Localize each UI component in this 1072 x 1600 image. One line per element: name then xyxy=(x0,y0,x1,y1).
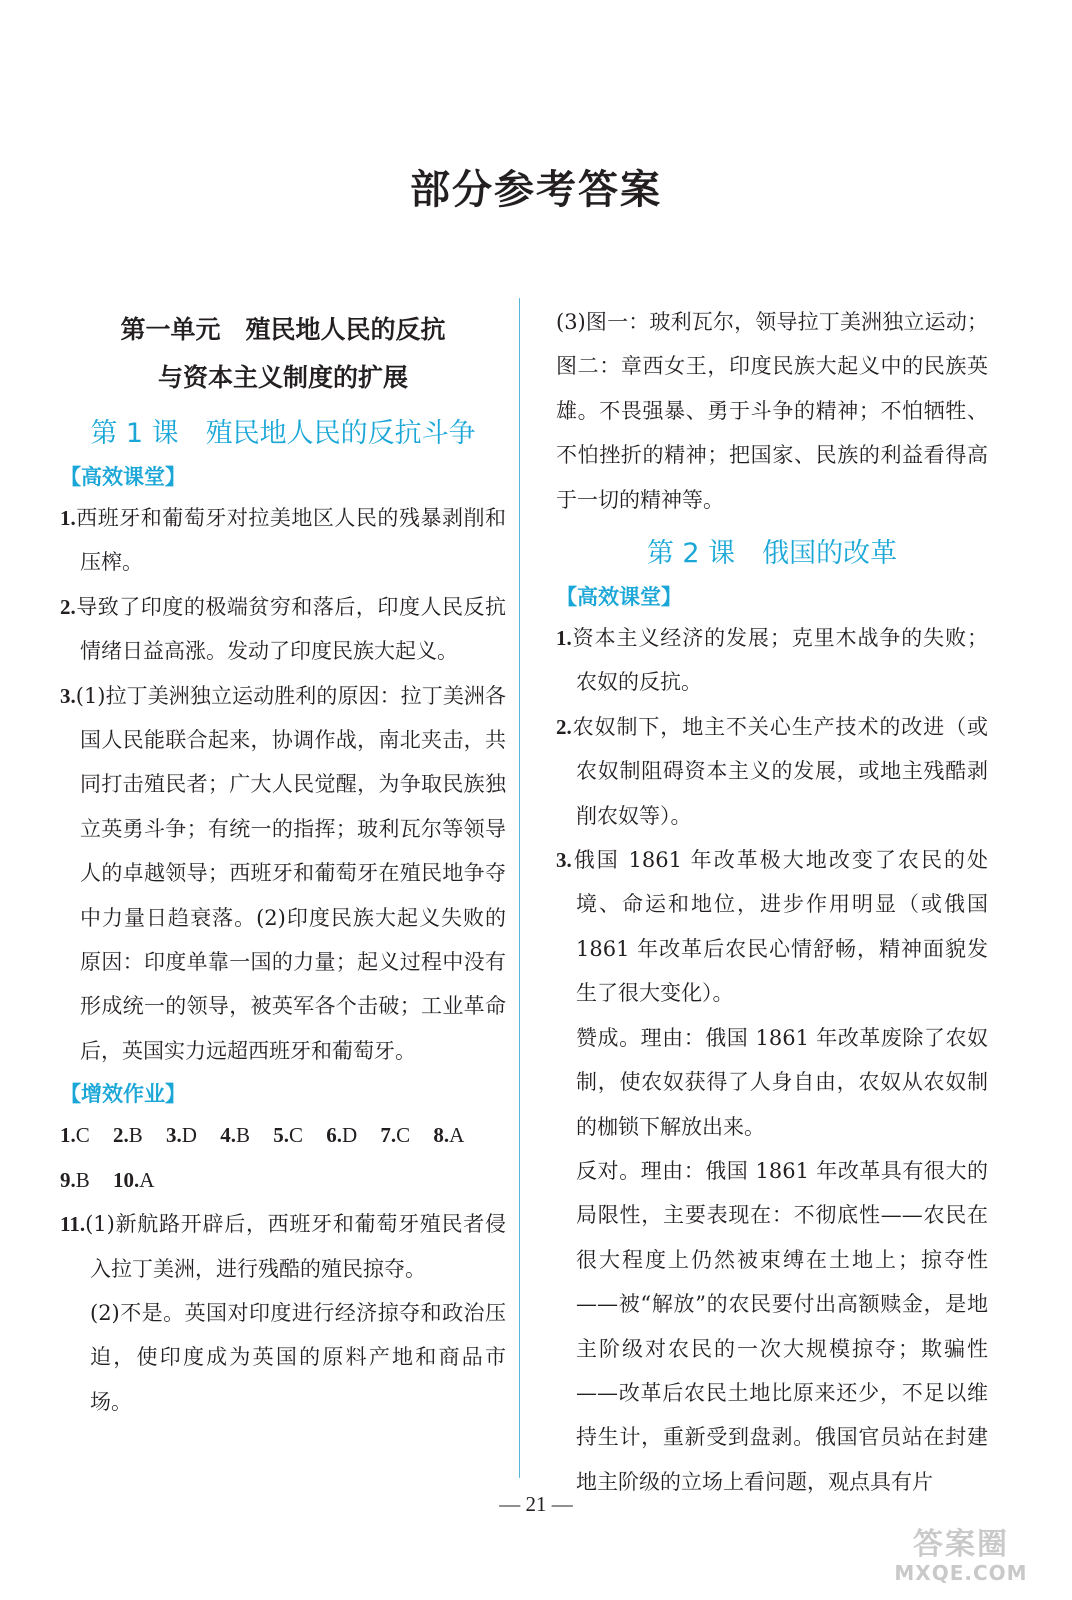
mc-number: 2. xyxy=(113,1123,129,1148)
mc-letter: B xyxy=(128,1123,143,1148)
answer-3 xyxy=(556,838,988,1016)
page-number: — 21 — xyxy=(499,1492,573,1516)
mc-letter: D xyxy=(181,1123,197,1148)
mc-answer xyxy=(326,1113,357,1157)
answer-2 xyxy=(60,585,506,674)
left-column xyxy=(60,300,506,1424)
mc-number: 5. xyxy=(273,1123,289,1148)
answer-text: 俄国 1861 年改革极大地改变了农民的处境、命运和地位，进步作用明显（或俄国 1861 年改革后农民心情舒畅，精神面貌发生了很大变化）。 xyxy=(571,848,988,1006)
mc-answer xyxy=(433,1113,464,1157)
mc-number: 6. xyxy=(326,1123,342,1148)
section-label-homework: 【增效作业】 xyxy=(60,1082,186,1107)
mc-letter: C xyxy=(288,1123,303,1148)
multiple-choice-answers-row-1 xyxy=(60,1113,506,1157)
answer-number: 3. xyxy=(556,848,572,873)
mc-letter: B xyxy=(75,1167,90,1192)
mc-answer xyxy=(60,1113,90,1157)
column-divider xyxy=(519,298,520,1478)
mc-letter: A xyxy=(139,1167,155,1192)
lesson-2-title: 第 2 课 俄国的改革 xyxy=(646,538,898,570)
answer-number: 3. xyxy=(60,683,76,708)
watermark-url: MXQE.COM xyxy=(894,1561,1028,1585)
answer-11-part-2: (2)不是。英国对印度进行经济掠夺和政治压迫，使印度成为英国的原料产地和商品市场。 xyxy=(90,1300,506,1414)
answer-11-part-1 xyxy=(60,1202,506,1291)
mc-answer xyxy=(166,1113,197,1157)
answer-text: (1)拉丁美洲独立运动胜利的原因：拉丁美洲各国人民能联合起来，协调作战，南北夹击，共同打击殖民者；广大人民觉醒，为争取民族独立英勇斗争；有统一的指挥；玻利瓦尔等领导人的卓越领导；西班牙和葡萄牙在殖民地争夺中力量日趋衰落。(2)印度民族大起义失败的原因：印度单靠一国的力量；起义过程中没有形成统一的领导，被英军各个击破；工业革命后，英国实力远超西班牙和葡萄牙。 xyxy=(75,683,506,1063)
answer-text: (1)新航路开辟后，西班牙和葡萄牙殖民者侵入拉丁美洲，进行残酷的殖民掠夺。 xyxy=(85,1212,506,1281)
answer-1 xyxy=(556,616,988,705)
answer-text: 农奴制下，地主不关心生产技术的改进（或农奴制阻碍资本主义的发展，或地主残酷剥削农奴等）。 xyxy=(571,714,988,828)
right-column xyxy=(556,300,988,1504)
answer-3-agree: 赞成。理由：俄国 1861 年改革废除了农奴制，使农奴获得了人身自由，农奴从农奴制的枷锁下解放出来。 xyxy=(576,1025,988,1139)
lesson-1-title: 第 1 课 殖民地人民的反抗斗争 xyxy=(90,418,476,449)
mc-answer xyxy=(113,1158,154,1202)
mc-letter: A xyxy=(449,1123,465,1148)
mc-number: 8. xyxy=(433,1123,450,1148)
mc-letter: C xyxy=(396,1123,411,1148)
answer-3-oppose: 反对。理由：俄国 1861 年改革具有很大的局限性，主要表现在：不彻底性——农民在很大程度上仍然被束缚在土地上；掠夺性——被“解放”的农民要付出高额赎金，是地主阶级对农民的一次大规模掠夺；欺骗性——改革后农民土地比原来还少，不足以维持生计，重新受到盘剥。俄国官员站在封建地主阶级的立场上看问题，观点具有片 xyxy=(576,1158,988,1494)
mc-number: 3. xyxy=(166,1123,182,1148)
page-title: 部分参考答案 xyxy=(410,166,662,213)
answer-number: 2. xyxy=(556,714,572,739)
unit-title xyxy=(60,300,506,402)
unit-title-line-1: 第一单元 殖民地人民的反抗 xyxy=(120,315,446,344)
answer-number: 1. xyxy=(556,626,572,651)
answer-1 xyxy=(60,496,506,585)
watermark-text: 答案圈 xyxy=(913,1527,1009,1562)
answer-text: 资本主义经济的发展；克里木战争的失败；农奴的反抗。 xyxy=(571,626,988,695)
section-label-efficient-class: 【高效课堂】 xyxy=(556,585,682,610)
mc-number: 7. xyxy=(380,1123,397,1148)
unit-title-line-2: 与资本主义制度的扩展 xyxy=(157,363,408,392)
mc-number: 4. xyxy=(220,1123,236,1148)
mc-letter: C xyxy=(75,1123,90,1148)
answer-3 xyxy=(60,674,506,1074)
answer-text: 西班牙和葡萄牙对拉美地区人民的残暴剥削和压榨。 xyxy=(75,506,506,575)
mc-letter: D xyxy=(341,1123,358,1148)
mc-answer xyxy=(60,1158,90,1202)
mc-number: 9. xyxy=(60,1167,76,1192)
answer-number: 1. xyxy=(60,506,76,530)
mc-answer xyxy=(380,1113,410,1157)
mc-answer xyxy=(220,1113,250,1157)
multiple-choice-answers-row-2 xyxy=(60,1158,506,1202)
answer-number: 11. xyxy=(60,1212,86,1237)
mc-letter: B xyxy=(235,1123,250,1148)
answer-text: 导致了印度的极端贫穷和落后，印度人民反抗情绪日益高涨。发动了印度民族大起义。 xyxy=(75,594,506,664)
section-label-efficient-class: 【高效课堂】 xyxy=(60,465,186,489)
answer-continuation: (3)图一：玻利瓦尔，领导拉丁美洲独立运动；图二：章西女王，印度民族大起义中的民族英雄。不畏强暴、勇于斗争的精神；不怕牺牲、不怕挫折的精神；把国家、民族的利益看得高于一切的精神等。 xyxy=(556,310,988,512)
answer-number: 2. xyxy=(60,594,76,619)
mc-number: 10. xyxy=(113,1167,140,1192)
mc-answer xyxy=(113,1113,143,1157)
mc-number: 1. xyxy=(60,1123,76,1148)
watermark-logo xyxy=(886,1528,1036,1586)
mc-answer xyxy=(273,1113,303,1157)
answer-2 xyxy=(556,705,988,838)
